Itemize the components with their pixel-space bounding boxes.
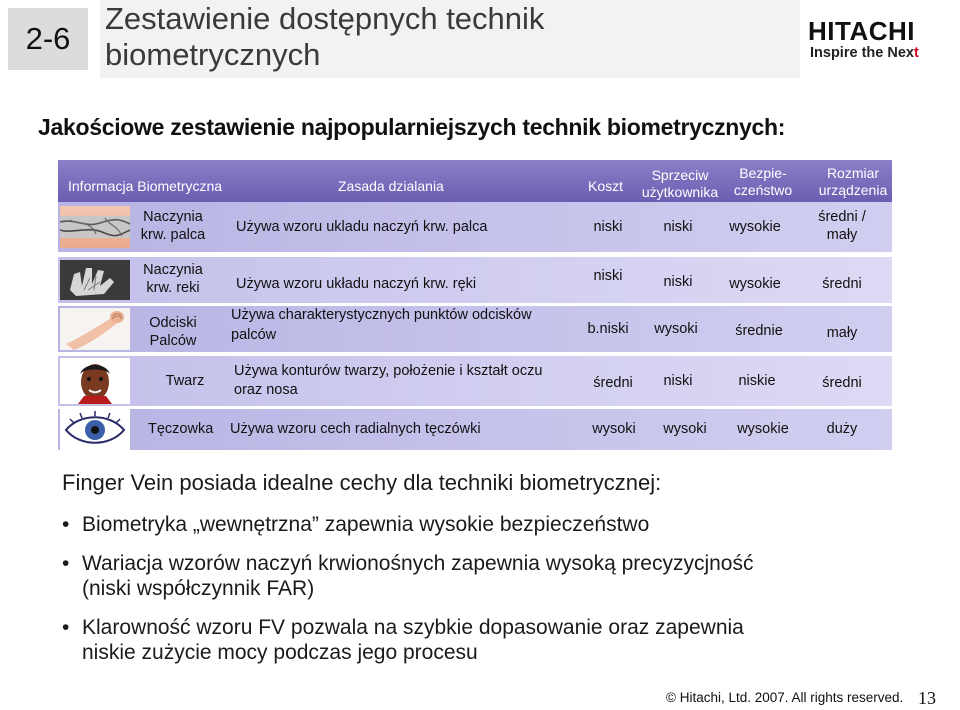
bullet-list <box>62 512 882 665</box>
header-biometric-info: Informacja Biometryczna <box>68 178 223 194</box>
row-resistance: niski <box>663 219 693 235</box>
list-item: • Wariacja wzorów naczyń krwionośnych zapewnia wysoką precyzycjność (niski współczynnik FAR) <box>62 552 754 600</box>
list-item: • Biometryka „wewnętrzna” zapewnia wysokie bezpieczeństwo <box>62 513 650 536</box>
comparison-table <box>58 160 892 450</box>
row-principle: Używa wzoru cech radialnych tęczówki <box>230 421 481 437</box>
table-header-row <box>58 160 892 202</box>
table-row <box>58 257 892 303</box>
row-name: Twarz <box>165 373 205 389</box>
header-user-resistance: Sprzeciw użytkownika <box>641 167 719 200</box>
page-number: 13 <box>918 688 936 708</box>
row-resistance: niski <box>663 373 693 389</box>
row-cost: niski <box>593 268 623 284</box>
lead-text: Finger Vein posiada idealne cechy dla techniki biometrycznej: <box>62 470 662 495</box>
row-cost: średni <box>593 375 633 391</box>
slide-header <box>0 0 960 80</box>
row-size: mały <box>826 325 858 341</box>
logo-tagline: Inspire the Next <box>810 45 919 61</box>
row-security: niskie <box>738 373 776 389</box>
row-resistance: niski <box>663 274 693 290</box>
row-cost: b.niski <box>587 321 629 337</box>
row-size: średni <box>822 276 862 292</box>
header-principle: Zasada dzialania <box>338 178 444 194</box>
row-name: Naczynia krw. palca <box>140 209 206 243</box>
logo-wordmark: HITACHI <box>808 16 916 46</box>
slide-title: Zestawienie dostępnych technik biometrycznych <box>105 1 545 72</box>
row-security: wysokie <box>729 276 781 292</box>
row-name: Naczynia krw. reki <box>143 262 203 296</box>
slide-number: 2-6 <box>8 8 88 70</box>
row-principle: Używa konturów twarzy, położenie i kształt oczu oraz nosa <box>234 363 543 398</box>
header-security: Bezpie- czeństwo <box>733 165 793 198</box>
table-row <box>58 356 892 406</box>
bullet-icon: • <box>62 552 70 575</box>
table-row <box>58 306 892 352</box>
row-cost: niski <box>593 219 623 235</box>
row-size: średni <box>822 375 862 391</box>
row-security: wysokie <box>737 421 789 437</box>
row-resistance: wysoki <box>654 321 698 337</box>
row-cost: wysoki <box>592 421 636 437</box>
header-device-size: Rozmiar urządzenia <box>818 165 888 198</box>
section-heading: Jakościowe zestawienie najpopularniejszych technik biometrycznych: <box>38 114 786 140</box>
row-size: średni / mały <box>818 209 866 243</box>
iris-image <box>60 409 130 450</box>
copyright-footer: © Hitachi, Ltd. 2007. All rights reserved. <box>666 690 904 705</box>
table-row <box>58 409 892 450</box>
row-name: Tęczowka <box>148 421 214 437</box>
list-item: • Klarowność wzoru FV pozwala na szybkie dopasowanie oraz zapewnia niskie zużycie mocy podczas jego procesu <box>62 616 744 664</box>
row-name: Odciski Palców <box>149 315 197 349</box>
row-security: średnie <box>735 323 783 339</box>
hand-vein-image <box>60 260 130 300</box>
hitachi-logo <box>808 18 958 62</box>
header-cost: Koszt <box>588 178 624 194</box>
bullet-icon: • <box>62 616 70 639</box>
row-principle: Używa wzoru ukladu naczyń krw. palca <box>236 219 488 235</box>
row-principle: Używa charakterystycznych punktów odcisków palców <box>231 307 532 343</box>
row-security: wysokie <box>729 219 781 235</box>
finger-vein-image <box>60 206 130 248</box>
bullet-icon: • <box>62 513 70 536</box>
row-size: duży <box>826 421 858 437</box>
row-principle: Używa wzoru układu naczyń krw. ręki <box>236 276 477 292</box>
table-row <box>58 202 892 252</box>
face-image <box>60 358 130 404</box>
row-resistance: wysoki <box>663 421 707 437</box>
fingerprint-image <box>60 308 130 350</box>
